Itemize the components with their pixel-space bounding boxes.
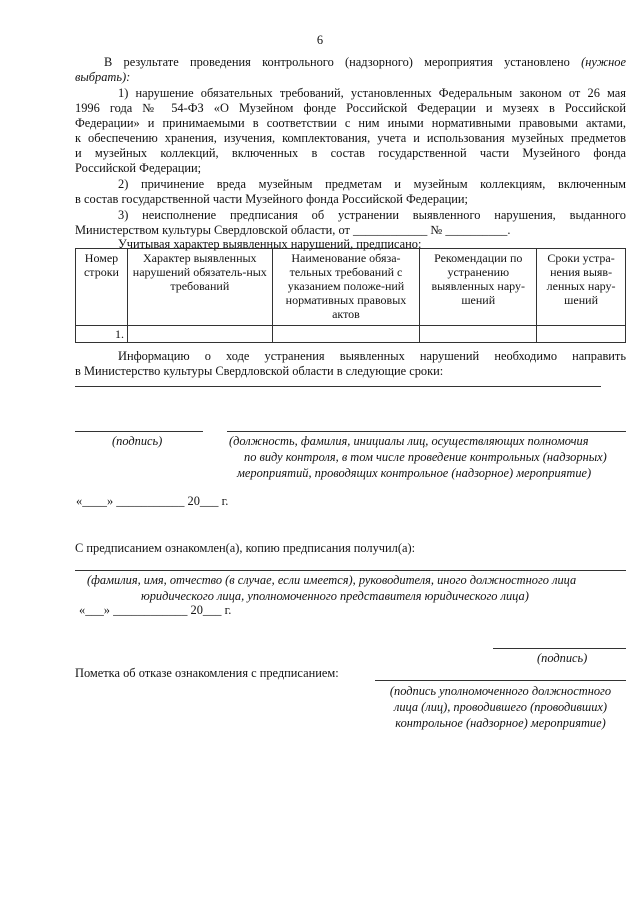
requirements-table [75,248,626,343]
position-caption-1: (должность, фамилия, инициалы лиц, осуществляющих полномочия [229,434,589,448]
item2-line-2: в состав государственной части Музейного фонда Российской Федерации; [75,192,468,206]
refusal-caption-3: контрольное (надзорное) мероприятие) [395,716,606,730]
item3-line-1: 3) неисполнение предписания об устранении выявленного нарушения, выданного [118,208,626,222]
info-line-2: в Министерство культуры Свердловской области в следующие сроки: [75,364,444,378]
header-deadlines: Сроки устра-нения выяв-ленных нару-шений [537,249,626,326]
acknowledgement-caption-2: юридического лица, уполномоченного представителя юридического лица) [141,589,529,603]
item1-line-6: Российской Федерации; [75,161,202,175]
signature-caption: (подпись) [112,434,163,448]
item1-line-5: и музейных коллекций, включенных в состав государственной части Музейного фонда [75,146,626,160]
refusal-line [375,680,626,681]
position-line [227,431,626,432]
refusal-caption-1: (подпись уполномоченного должностного [389,684,612,698]
table-cell [537,326,626,343]
acknowledgement-date: «___» ____________ 20___ г. [79,603,232,617]
header-violation-nature: Характер выявленных нарушений обязатель-ных требований [127,249,272,326]
table-cell [127,326,272,343]
table-header-row [76,249,626,326]
table-cell [420,326,537,343]
item3-line-2: Министерством культуры Свердловской области, от ____________ № __________. [75,223,511,237]
acknowledgement-signature-caption: (подпись) [537,651,588,665]
item1-line-1: 1) нарушение обязательных требований, установленных Федеральным законом от 26 мая [118,86,626,100]
refusal-label: Пометка об отказе ознакомления с предписанием: [75,666,339,680]
intro-line [104,55,626,70]
item2-line-1: 2) причинение вреда музейным предметам и музейным коллекциям, включенным [118,177,626,191]
item1-line-4: к обеспечению хранения, изучения, комплектования, учета и использования музейных предметов [75,131,626,145]
table-intro: Учитывая характер выявленных нарушений, предписано: [118,237,422,251]
intro-lead: В результате проведения контрольного (надзорного) мероприятия установлено [104,55,570,69]
acknowledgement-caption-1: (фамилия, имя, отчество (в случае, если имеется), руководителя, иного должностного лица [87,573,577,587]
header-requirements-name: Наименование обяза-тельных требований с указанием положе-ний нормативных правовых актов [272,249,420,326]
table-cell: 1. [76,326,128,343]
intro-note-end: выбрать): [75,70,131,84]
header-recommendations: Рекомендации по устранению выявленных нару-шений [420,249,537,326]
signature-line [75,431,203,432]
position-caption-2: по виду контроля, в том числе проведение контрольных (надзорных) [244,450,607,464]
refusal-caption-2: лица (лиц), проводившего (проводивших) [393,700,608,714]
page-number: 6 [316,33,324,47]
position-caption-3: мероприятий, проводящих контрольное (надзорное) мероприятие) [237,466,592,480]
acknowledgement-line [75,570,626,571]
table-cell [272,326,420,343]
item1-line-2: 1996 года № 54-ФЗ «О Музейном фонде Российской Федерации и музеях в Российской [75,101,626,115]
info-line-1: Информацию о ходе устранения выявленных нарушений необходимо направить [118,349,626,363]
acknowledgement-text: С предписанием ознакомлен(а), копию предписания получил(а): [75,541,416,555]
deadline-blank-line [75,386,601,387]
item1-line-3: Федерации» и принимаемыми в соответствии с ним иными нормативными правовыми актами, [75,116,626,130]
table-row [76,326,626,343]
acknowledgement-signature-line [493,648,626,649]
intro-note-start: (нужное [581,55,626,69]
header-row-number: Номер строки [76,249,128,326]
signature-date: «____» ___________ 20___ г. [76,494,229,508]
